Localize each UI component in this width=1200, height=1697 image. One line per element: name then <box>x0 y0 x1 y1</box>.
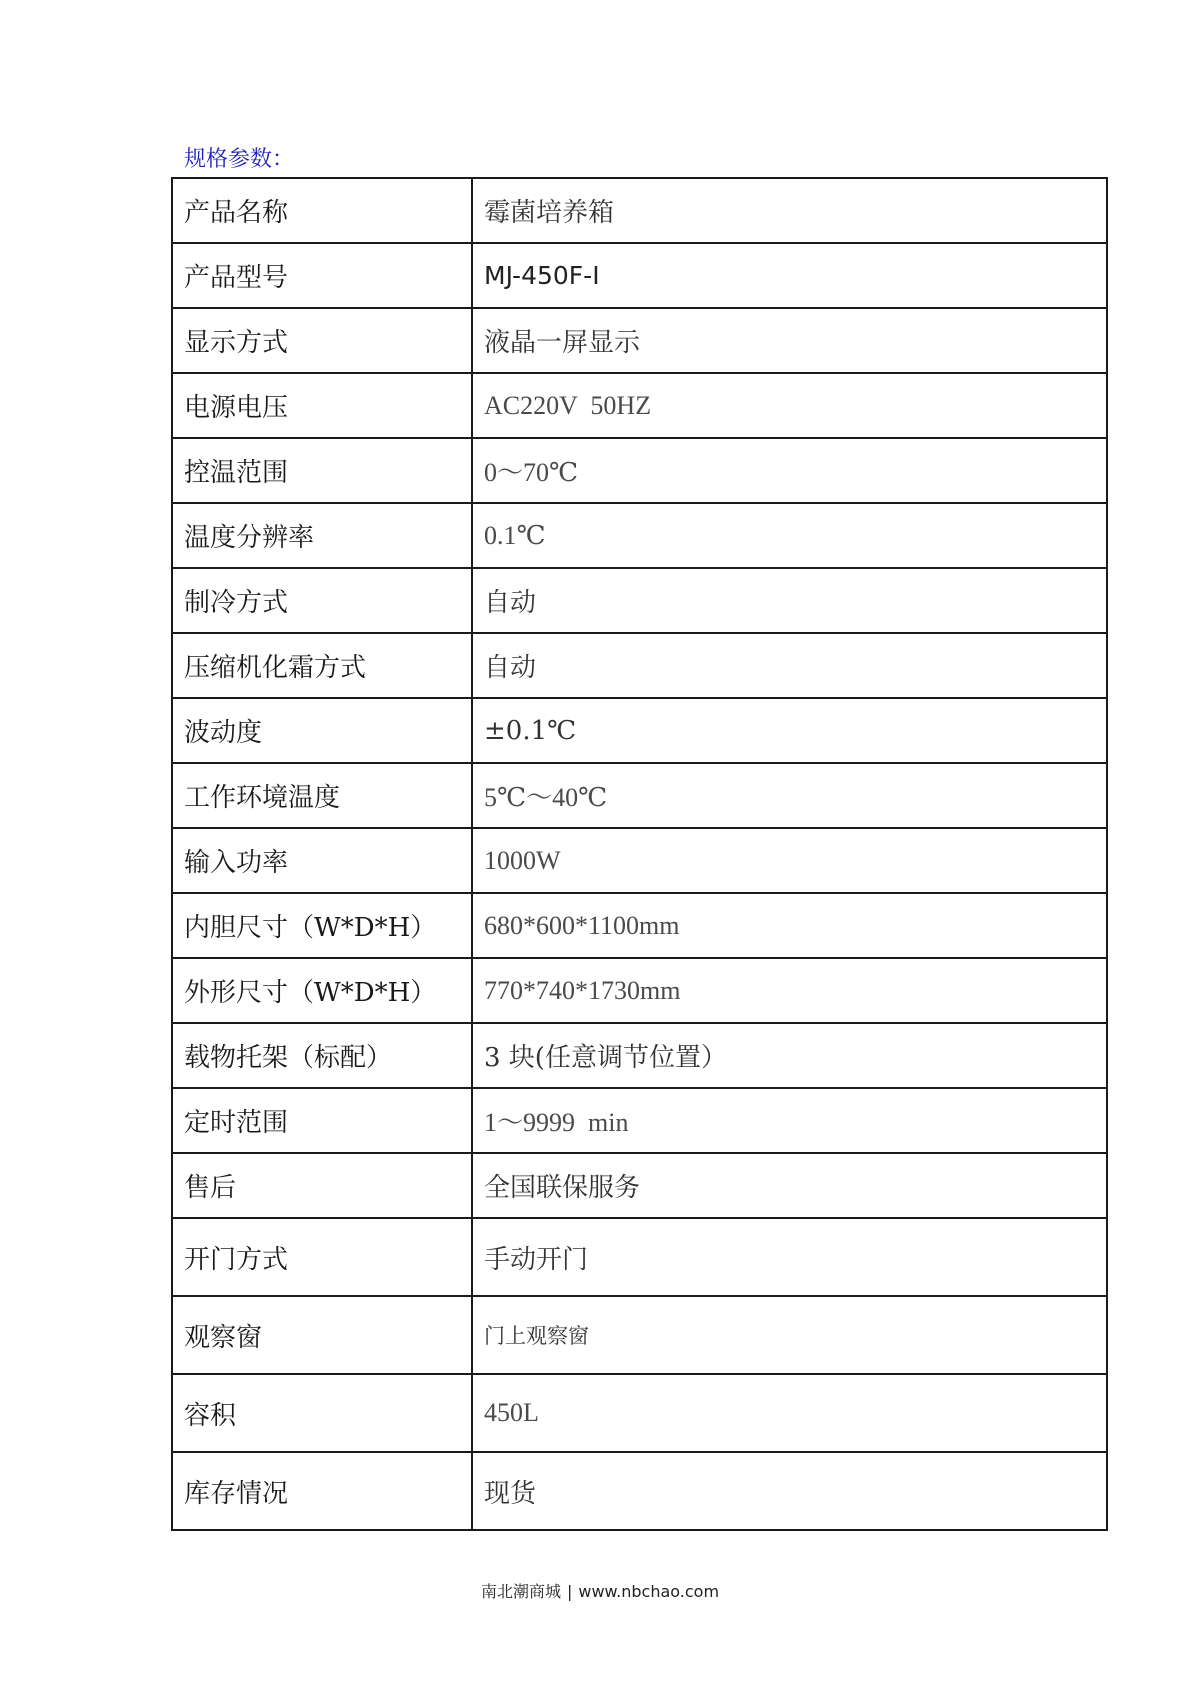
spec-row-stock <box>172 1452 1107 1530</box>
spec-value: MJ-450F-I <box>472 243 1107 308</box>
spec-label: 温度分辨率 <box>172 503 472 568</box>
spec-label: 库存情况 <box>172 1452 472 1530</box>
spec-label: 产品型号 <box>172 243 472 308</box>
spec-row-temp-resolution <box>172 503 1107 568</box>
spec-value: 全国联保服务 <box>472 1153 1107 1218</box>
spec-label: 售后 <box>172 1153 472 1218</box>
spec-table <box>171 177 1108 1531</box>
spec-label: 工作环境温度 <box>172 763 472 828</box>
spec-row-product-name <box>172 178 1107 243</box>
spec-value: 0～70℃ <box>472 438 1107 503</box>
spec-row-cooling <box>172 568 1107 633</box>
spec-value: AC220V 50HZ <box>472 373 1107 438</box>
spec-label: 观察窗 <box>172 1296 472 1374</box>
spec-label: 压缩机化霜方式 <box>172 633 472 698</box>
footer-url-link[interactable]: www.nbchao.com <box>578 1582 720 1601</box>
spec-label: 制冷方式 <box>172 568 472 633</box>
spec-row-defrost <box>172 633 1107 698</box>
spec-row-window <box>172 1296 1107 1374</box>
spec-row-inner-size <box>172 893 1107 958</box>
spec-value: 1000W <box>472 828 1107 893</box>
spec-row-outer-size <box>172 958 1107 1023</box>
spec-label: 波动度 <box>172 698 472 763</box>
spec-label: 产品名称 <box>172 178 472 243</box>
spec-value: 1～9999 min <box>472 1088 1107 1153</box>
spec-label: 内胆尺寸（W*D*H） <box>172 893 472 958</box>
spec-label: 外形尺寸（W*D*H） <box>172 958 472 1023</box>
spec-value: 自动 <box>472 633 1107 698</box>
spec-value: 0.1℃ <box>472 503 1107 568</box>
spec-row-after-sales <box>172 1153 1107 1218</box>
spec-value: 3 块(任意调节位置） <box>472 1023 1107 1088</box>
spec-row-timer <box>172 1088 1107 1153</box>
spec-label: 容积 <box>172 1374 472 1452</box>
spec-value: 液晶一屏显示 <box>472 308 1107 373</box>
spec-value: ±0.1℃ <box>472 698 1107 763</box>
spec-value: 自动 <box>472 568 1107 633</box>
spec-label: 控温范围 <box>172 438 472 503</box>
spec-row-door <box>172 1218 1107 1296</box>
spec-row-fluctuation <box>172 698 1107 763</box>
spec-row-volume <box>172 1374 1107 1452</box>
footer-separator: | <box>566 1582 573 1601</box>
spec-row-model <box>172 243 1107 308</box>
spec-row-temp-range <box>172 438 1107 503</box>
section-title: 规格参数： <box>184 147 295 172</box>
spec-label: 定时范围 <box>172 1088 472 1153</box>
spec-table-body <box>172 178 1107 1530</box>
spec-value: 450L <box>472 1374 1107 1452</box>
spec-value: 门上观察窗 <box>472 1296 1107 1374</box>
footer-site-name: 南北潮商城 <box>480 1582 561 1601</box>
spec-row-shelves <box>172 1023 1107 1088</box>
spec-row-voltage <box>172 373 1107 438</box>
spec-value: 5℃～40℃ <box>472 763 1107 828</box>
spec-row-ambient-temp <box>172 763 1107 828</box>
spec-row-power <box>172 828 1107 893</box>
spec-value: 680*600*1100mm <box>472 893 1107 958</box>
spec-label: 显示方式 <box>172 308 472 373</box>
page-footer <box>0 1582 1200 1602</box>
spec-value: 霉菌培养箱 <box>472 178 1107 243</box>
spec-value: 现货 <box>472 1452 1107 1530</box>
spec-value: 770*740*1730mm <box>472 958 1107 1023</box>
spec-label: 开门方式 <box>172 1218 472 1296</box>
spec-label: 载物托架（标配） <box>172 1023 472 1088</box>
spec-row-display <box>172 308 1107 373</box>
spec-label: 输入功率 <box>172 828 472 893</box>
spec-value: 手动开门 <box>472 1218 1107 1296</box>
spec-label: 电源电压 <box>172 373 472 438</box>
